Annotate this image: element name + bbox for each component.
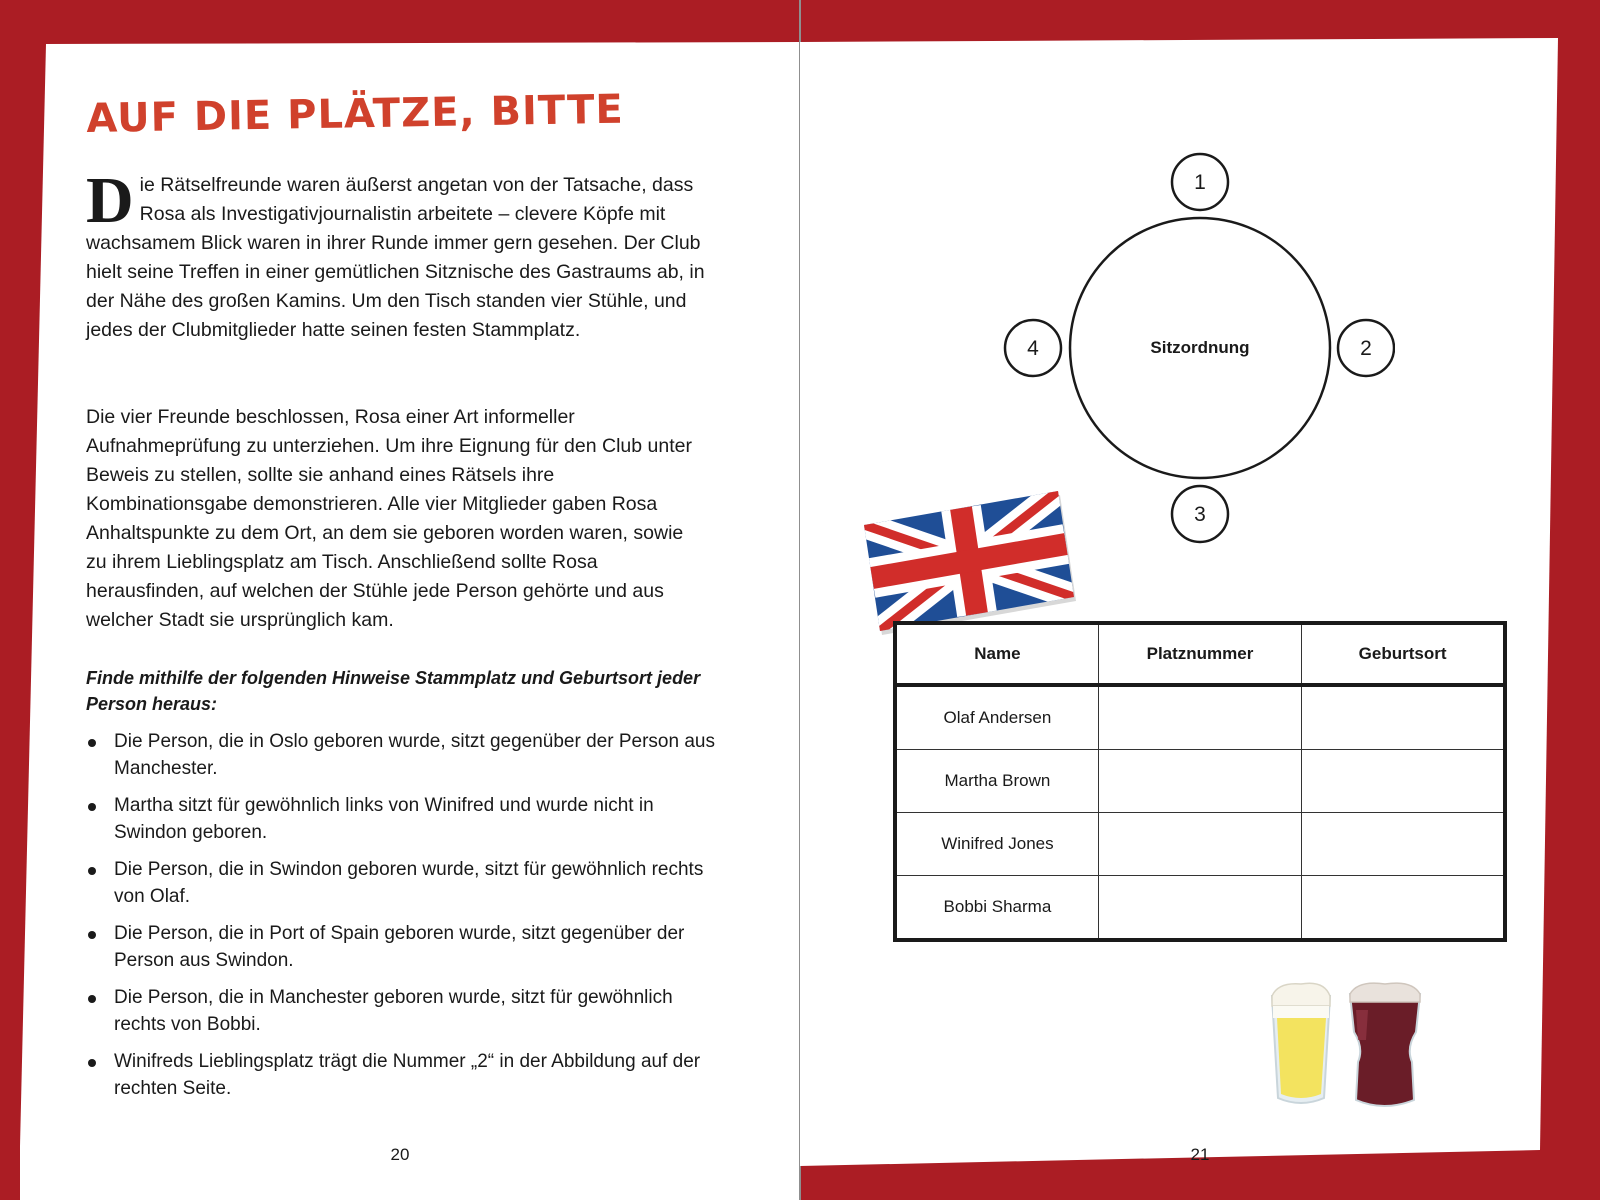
table-row: [895, 685, 1505, 750]
table-row: [895, 750, 1505, 813]
clue-text: Die Person, die in Oslo geboren wurde, sitzt gegenüber der Person aus Manchester.: [114, 731, 715, 779]
birthplace-cell[interactable]: [1302, 813, 1505, 876]
seat-cell[interactable]: [1098, 685, 1301, 750]
bullet-icon: [88, 931, 96, 939]
clue-text: Winifreds Lieblingsplatz trägt die Nummer „2“ in der Abbildung auf der rechten Seite.: [114, 1051, 701, 1099]
clue-text: Die Person, die in Swindon geboren wurde, sitzt für gewöhnlich rechts von Olaf.: [114, 859, 704, 907]
clue-text: Die Person, die in Port of Spain geboren wurde, sitzt gegenüber der Person aus Swindon.: [114, 923, 685, 971]
intro-text: ie Rätselfreunde waren äußerst angetan von der Tatsache, dass Rosa als Investigativjournalistin arbeitete – clevere Köpfe mit wachsamem Blick waren in ihrer Runde immer gern gesehen. Der Club hielt seine Treffen in einer gemütlichen Sitznische des Gastraums ab, in der Nähe des großen Kamins. Um den Tisch standen vier Stühle, und jedes der Clubmitglieder hatte seinen festen Stammplatz.: [86, 174, 705, 341]
clue-item: [86, 792, 716, 846]
seating-label: Sitzordnung: [1150, 338, 1250, 357]
clue-item: [86, 728, 716, 782]
seat-cell[interactable]: [1098, 876, 1301, 941]
seat-2-number: 2: [1360, 337, 1372, 360]
header-name: Name: [895, 623, 1098, 685]
table-row: [895, 876, 1505, 941]
beer-glasses-icon: [1270, 980, 1440, 1115]
clue-item: [86, 1048, 716, 1102]
header-seat-number: Platznummer: [1098, 623, 1301, 685]
bullet-icon: [88, 803, 96, 811]
clue-item: [86, 920, 716, 974]
solution-table: [893, 621, 1507, 942]
bullet-icon: [88, 995, 96, 1003]
instruction-text: Finde mithilfe der folgenden Hinweise Stammplatz und Geburtsort jeder Person heraus:: [86, 668, 701, 714]
clue-text: Die Person, die in Manchester geboren wurde, sitzt für gewöhnlich rechts von Bobbi.: [114, 987, 673, 1035]
seat-cell[interactable]: [1098, 813, 1301, 876]
clue-item: [86, 856, 716, 910]
birthplace-cell[interactable]: [1302, 750, 1505, 813]
page-number-right: 21: [1190, 1145, 1210, 1164]
clue-text: Martha sitzt für gewöhnlich links von Winifred und wurde nicht in Swindon geboren.: [114, 795, 654, 843]
table-header-row: [895, 623, 1505, 685]
second-paragraph: Die vier Freunde beschlossen, Rosa einer Art informeller Aufnahmeprüfung zu unterziehen. Um ihre Eignung für den Club unter Beweis zu stellen, sollte sie anhand eines Rätsels ihre Kombinationsgabe demonstrieren. Alle vier Mitglieder gaben Rosa Anhaltspunkte zu dem Ort, an dem sie geboren worden waren, sowie zu ihrem Lieblingsplatz am Tisch. Anschließend sollte Rosa herausfinden, auf welchen der Stühle jede Person gehörte und aus welcher Stadt sie ursprünglich kam.: [86, 406, 692, 631]
row-name: Olaf Andersen: [895, 685, 1098, 750]
row-name: Winifred Jones: [895, 813, 1098, 876]
drop-cap: D: [86, 164, 134, 237]
clue-list: [86, 728, 716, 1112]
birthplace-cell[interactable]: [1302, 876, 1505, 941]
seat-1-number: 1: [1194, 171, 1206, 194]
table-row: [895, 813, 1505, 876]
bullet-icon: [88, 1059, 96, 1067]
birthplace-cell[interactable]: [1302, 685, 1505, 750]
page-number-left: 20: [390, 1145, 410, 1164]
seat-4-number: 4: [1027, 337, 1039, 360]
bullet-icon: [88, 867, 96, 875]
row-name: Martha Brown: [895, 750, 1098, 813]
header-birthplace: Geburtsort: [1302, 623, 1505, 685]
seat-3-number: 3: [1194, 503, 1206, 526]
row-name: Bobbi Sharma: [895, 876, 1098, 941]
intro-paragraph: [86, 164, 706, 345]
page-title: AUF DIE PLÄTZE, BITTE: [86, 86, 625, 142]
seat-cell[interactable]: [1098, 750, 1301, 813]
bullet-icon: [88, 739, 96, 747]
clue-item: [86, 984, 716, 1038]
